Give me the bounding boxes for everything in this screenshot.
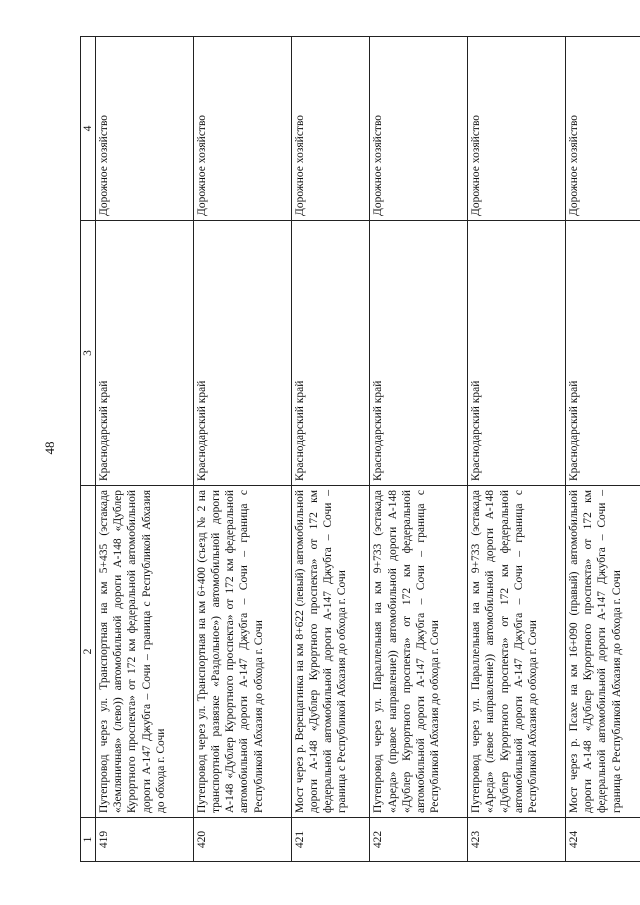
table-row [370,37,468,862]
sector-cell: Дорожное хозяйство [370,37,468,221]
row-number: 422 [370,818,468,862]
rotated-table-container [80,37,640,862]
header-col-4: 4 [81,37,96,221]
table-row [565,37,640,862]
table-row [291,37,370,862]
object-description: Путепровод через ул. Параллельная на км 9+733 (эстакада «Ареда» (правое направление)) автомобильной дороги А-148 «Дублер Курортного проспекта» от 172 км федеральной автомобильной дороги А-147 Джубга – Сочи – граница с Республикой Абхазия до обхода г. Сочи [370,486,468,818]
object-description: Путепровод через ул. Транспортная на км 6+400 (съезд № 2 на транспортной развязке «Раздольное») автомобильной дороги А-148 «Дублер Курортного проспекта» от 172 км федеральной автомобильной дороги А-147 Джубга – Сочи – граница с Республикой Абхазия до обхода г. Сочи [193,486,291,818]
table-row [96,37,194,862]
region-cell: Краснодарский край [193,221,291,486]
row-number: 421 [291,818,370,862]
region-cell: Краснодарский край [468,221,566,486]
row-number: 424 [565,818,640,862]
row-number: 423 [468,818,566,862]
page-number: 48 [42,441,57,455]
region-cell: Краснодарский край [96,221,194,486]
sector-cell: Дорожное хозяйство [291,37,370,221]
row-number: 420 [193,818,291,862]
header-col-1: 1 [81,818,96,862]
header-col-2: 2 [81,486,96,818]
object-description: Мост через р. Верещагинка на км 8+622 (левый) автомобильной дороги А-148 «Дублер Курортного проспекта» от 172 км федеральной автомобильной дороги А-147 Джубга – Сочи – граница с Республикой Абхазия до обхода г. Сочи [291,486,370,818]
object-description: Путепровод через ул. Параллельная на км 9+733 (эстакада «Ареда» (левое направление)) автомобильной дороги А-148 «Дублер Курортного проспекта» от 172 км федеральной автомобильной дороги А-147 Джубга – Сочи – граница с Республикой Абхазия до обхода г. Сочи [468,486,566,818]
sector-cell: Дорожное хозяйство [193,37,291,221]
object-description: Путепровод через ул. Транспортная на км 5+435 (эстакада «Земляничная» (лево)) автомобильной дороги А-148 «Дублер Курортного проспекта» от 172 км федеральной автомобильной дороги А-147 Джубга – Сочи – граница с Республикой Абхазия до обхода г. Сочи [96,486,194,818]
region-cell: Краснодарский край [370,221,468,486]
sector-cell: Дорожное хозяйство [468,37,566,221]
sector-cell: Дорожное хозяйство [565,37,640,221]
header-col-3: 3 [81,221,96,486]
region-cell: Краснодарский край [565,221,640,486]
sector-cell: Дорожное хозяйство [96,37,194,221]
table-header-row [81,37,96,862]
row-number: 419 [96,818,194,862]
object-description: Мост через р. Псахе на км 16+090 (правый) автомобильной дороги А-148 «Дублер Курортного проспекта» от 172 км федеральной автомобильной дороги А-147 Джубга – Сочи – граница с Республикой Абхазия до обхода г. Сочи [565,486,640,818]
table-row [468,37,566,862]
region-cell: Краснодарский край [291,221,370,486]
objects-table [80,36,640,862]
table-row [193,37,291,862]
